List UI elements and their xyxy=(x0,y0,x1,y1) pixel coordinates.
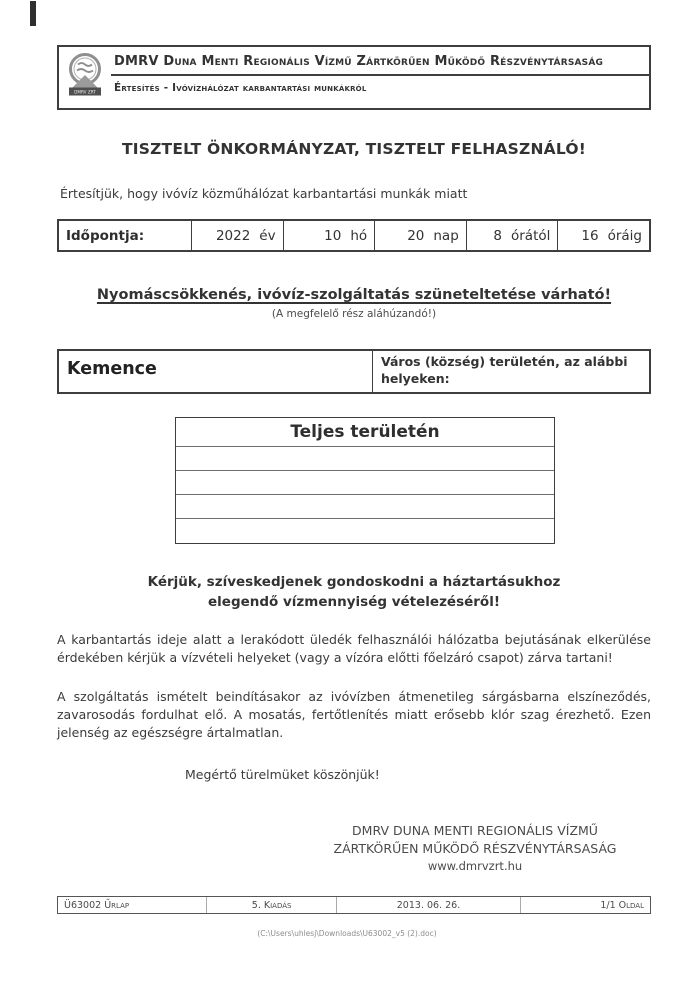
places-empty-row xyxy=(176,519,554,543)
schedule-day-unit: nap xyxy=(433,227,459,244)
water-storage-request-text: Kérjük, szíveskedjenek gondoskodni a háztartásukhoz elegendő vízmennyiség vételezéséről! xyxy=(147,574,561,611)
places-empty-row xyxy=(176,495,554,519)
places-empty-row xyxy=(176,447,554,471)
affected-places-header: Teljes területén xyxy=(176,418,554,447)
settlement-name: Kemence xyxy=(67,359,157,379)
location-table xyxy=(57,349,651,394)
footer-form-code: Ü63002 Űrlap xyxy=(64,899,130,911)
affected-places-table xyxy=(175,417,555,544)
water-storage-request xyxy=(57,572,651,613)
schedule-cell-year xyxy=(191,221,283,250)
warning-note: (A megfelelő rész aláhúzandó!) xyxy=(271,308,437,320)
schedule-table xyxy=(57,219,651,252)
maintenance-paragraph: A karbantartás ideje alatt a lerakódott üledék felhasználói hálózatba bejutásának elkerülése érdekében kérjük a vízvételi helyeket (vagy a vízóra előtti főelzáró csapot) zárva tartani! xyxy=(57,632,651,665)
schedule-start-hour-value: 8 xyxy=(493,227,502,244)
document-title: TISZTELT ÖNKORMÁNYZAT, TISZTELT FELHASZNÁLÓ! xyxy=(122,140,586,158)
warning-heading: Nyomáscsökkenés, ivóvíz-szolgáltatás szüneteltetése várható! xyxy=(96,287,612,303)
company-website: www.dmrvzrt.hu xyxy=(427,858,523,873)
signature-company-line2: ZÁRTKÖRŰEN MŰKÖDŐ RÉSZVÉNYTÁRSASÁG xyxy=(333,840,617,856)
dmrv-seal-icon xyxy=(64,50,106,102)
form-control-footer xyxy=(57,896,651,914)
intro-line: Értesítjük, hogy ivóvíz közműhálózat karbantartási munkák miatt xyxy=(60,186,468,201)
discoloration-paragraph: A szolgáltatás ismételt beindításakor az ivóvízben átmenetileg sárgásbarna elszíneződés, zavarosodás fordulhat elő. A mosatás, fertőtlenítés miatt erősebb klór szag érezhető. Ezen jelenség az egészségre ártalmatlan. xyxy=(57,689,651,740)
letterhead-text xyxy=(111,47,649,108)
schedule-year-value: 2022 xyxy=(215,227,251,244)
company-logo xyxy=(59,47,111,108)
schedule-cell-day xyxy=(374,221,466,250)
footer-date: 2013. 06. 26. xyxy=(336,897,520,913)
schedule-cell-end-hour xyxy=(557,221,649,250)
schedule-end-hour-value: 16 xyxy=(581,227,599,244)
notice-type-subtitle: Értesítés - Ivóvízhálózat karbantartási munkákról xyxy=(114,82,367,94)
footer-page-number: 1/1 Oldal xyxy=(520,897,650,913)
document-file-path: (C:\Users\uhlesj\Downloads\U63002_v5 (2).doc) xyxy=(257,929,437,938)
schedule-label: Időpontja: xyxy=(66,227,145,244)
company-name: DMRV Duna Menti Regionális Vízmű Zártkörűen Működő Részvénytársaság xyxy=(111,47,649,76)
thanks-line: Megértő türelmüket köszönjük! xyxy=(185,767,380,782)
schedule-month-unit: hó xyxy=(350,227,368,244)
signature-company-line1: DMRV DUNA MENTI REGIONÁLIS VÍZMŰ xyxy=(352,823,598,838)
schedule-cell-start-hour xyxy=(466,221,558,250)
letterhead xyxy=(57,45,651,110)
svg-text:DMRV ZRT: DMRV ZRT xyxy=(74,89,96,95)
schedule-day-value: 20 xyxy=(407,227,425,244)
area-label: Város (község) területén, az alábbi helyeken: xyxy=(372,351,649,392)
footer-edition: 5. Kiadás xyxy=(206,897,336,913)
schedule-year-unit: év xyxy=(259,227,276,244)
signature-block xyxy=(310,822,640,874)
places-empty-row xyxy=(176,471,554,495)
scan-artifact-mark xyxy=(30,1,36,26)
schedule-month-value: 10 xyxy=(324,227,342,244)
schedule-end-hour-unit: óráig xyxy=(607,227,642,244)
schedule-start-hour-unit: órától xyxy=(510,227,551,244)
schedule-cell-month xyxy=(283,221,375,250)
